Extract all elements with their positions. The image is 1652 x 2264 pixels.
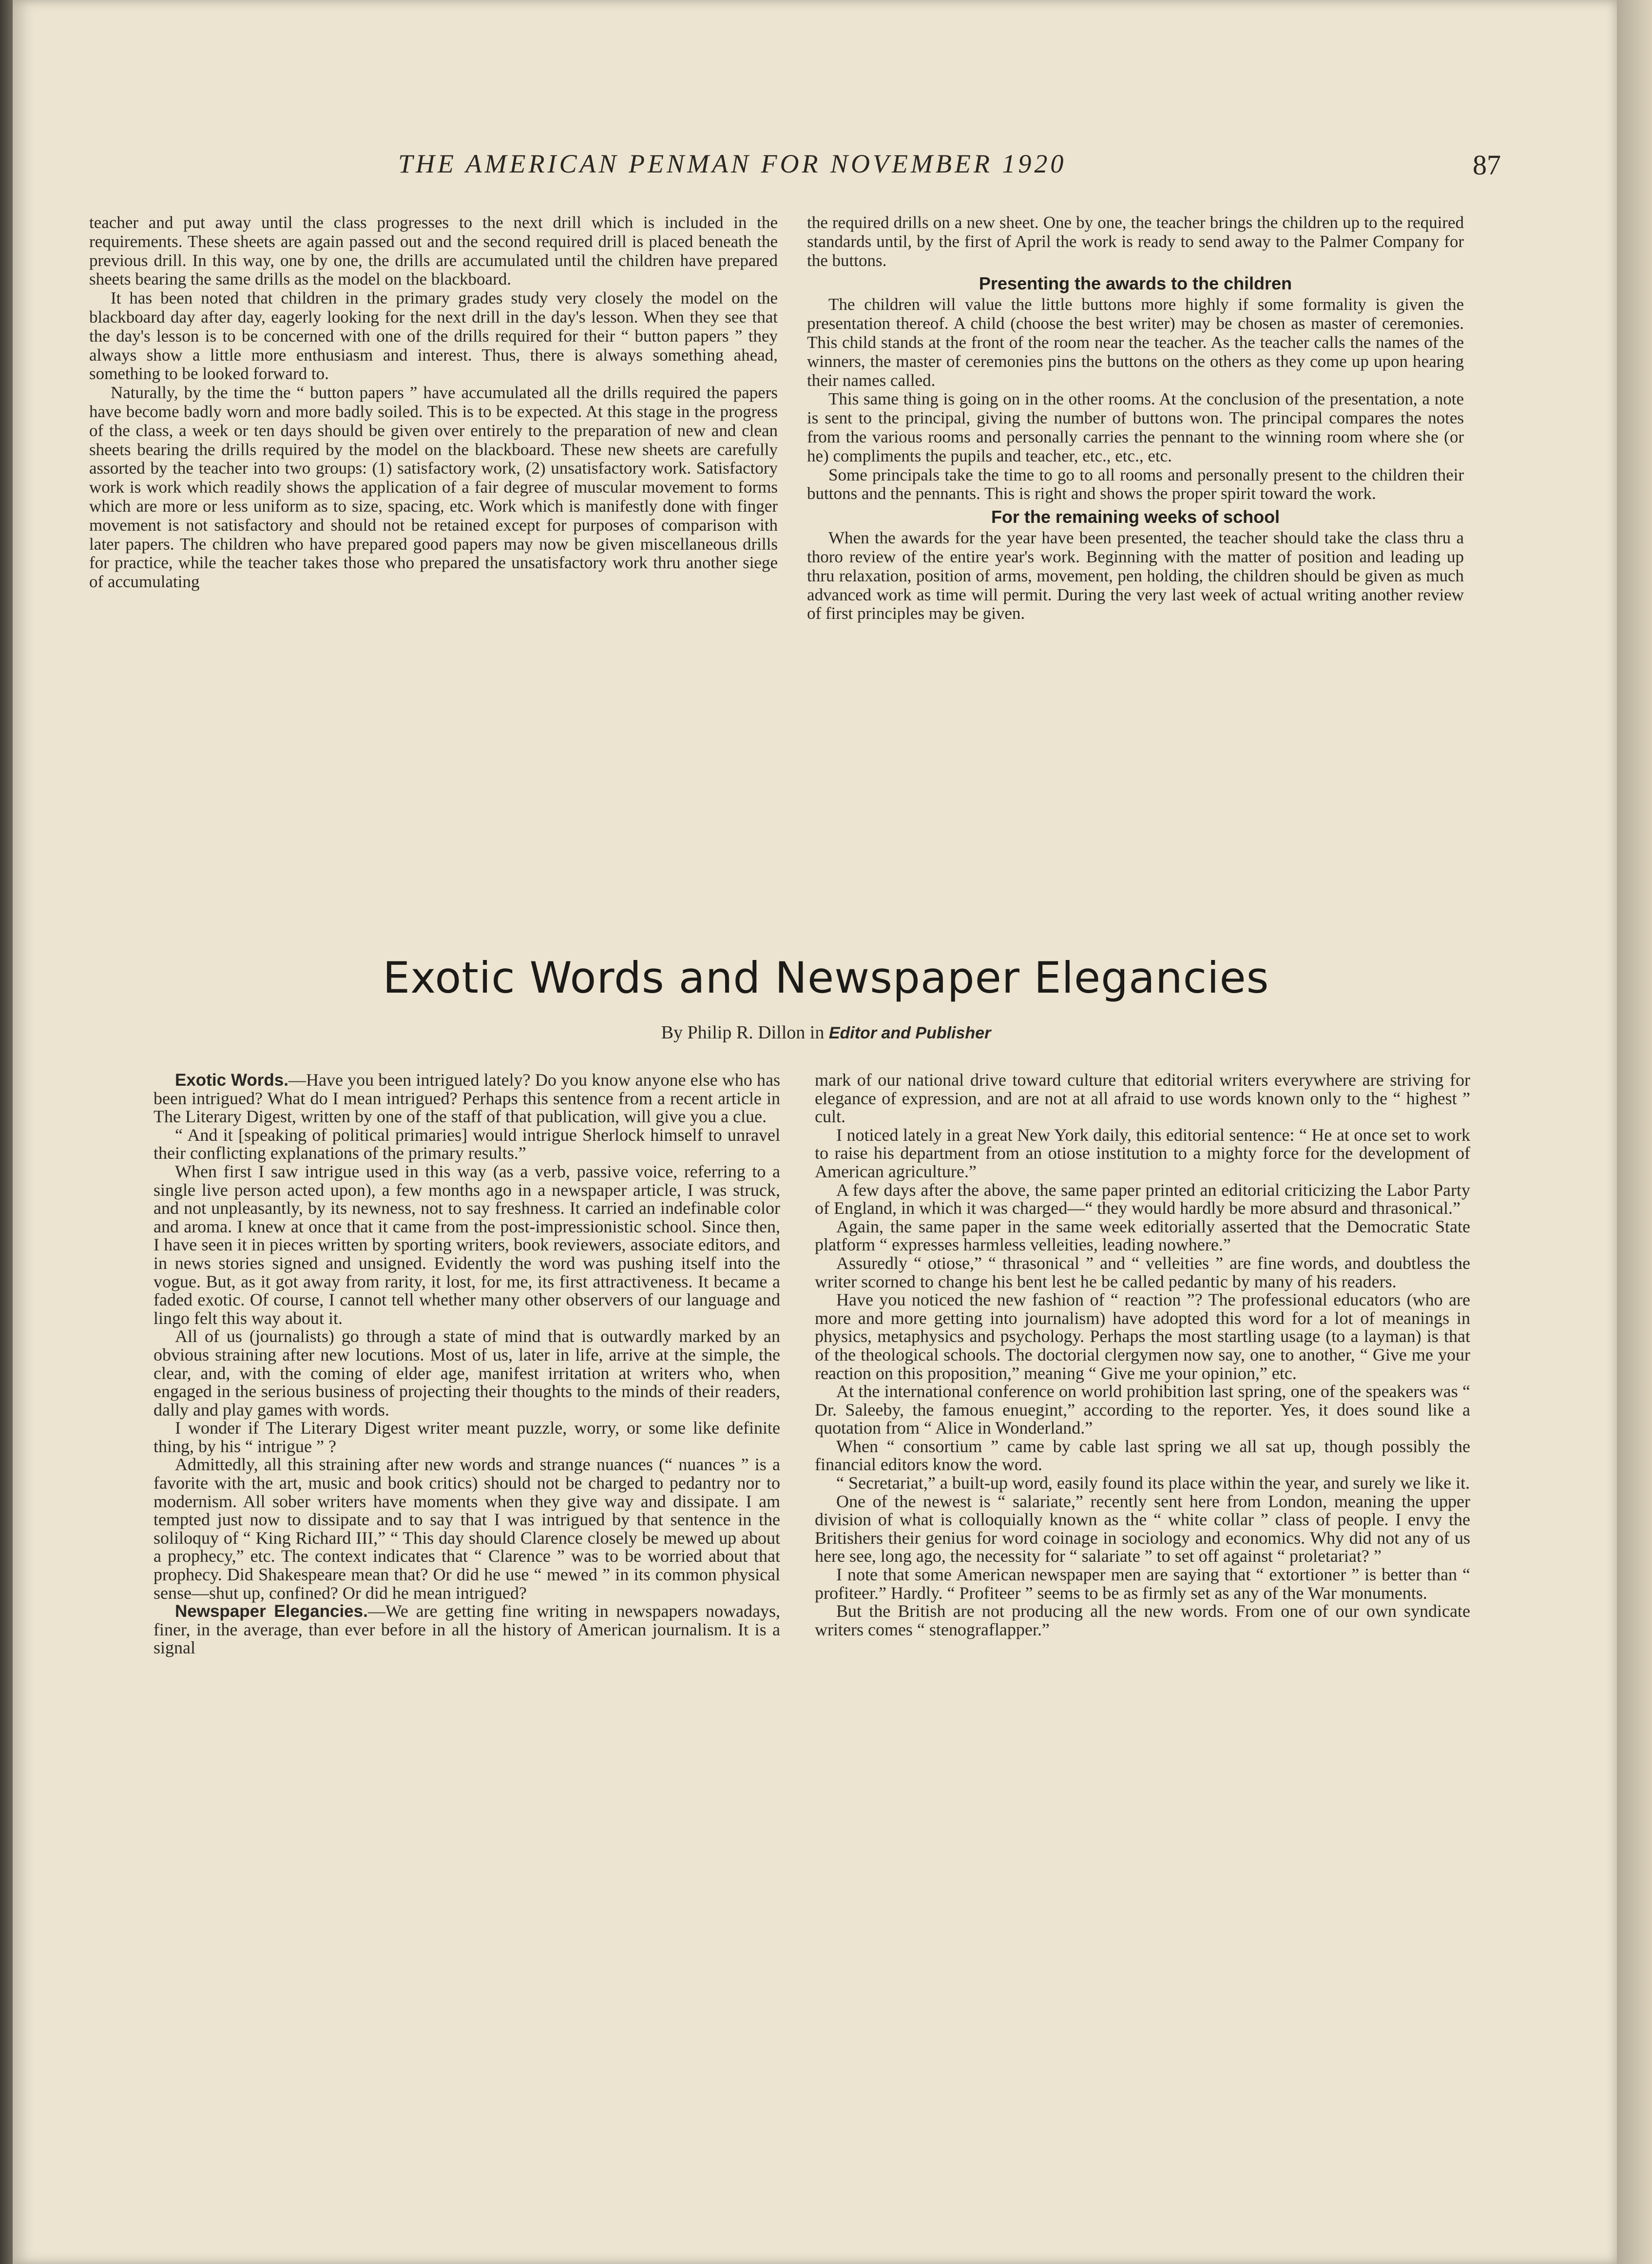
- paragraph: [154, 1602, 780, 1657]
- paragraph: When “ consortium ” came by cable last spring we all sat up, though possibly the financial editors know the word.: [815, 1436, 1470, 1475]
- run-in-heading: Newspaper Elegancies.: [175, 1602, 368, 1621]
- paragraph: Have you noticed the new fashion of “ reaction ”? The professional educators (who are more and more getting into journalism) have adopted this word for a lot of meanings in physics, metaphysics and psychology. Perhaps the most startling usage (to a layman) is that of the theological schools. The doctorial clergymen now say, one to another, “ Give me your reaction on this proposition,” meaning “ Give me your opinion,” etc.: [815, 1290, 1470, 1383]
- paragraph: This same thing is going on in the other rooms. At the conclusion of the presentation, a note is sent to the principal, giving the number of buttons won. The principal compares the notes from the various rooms and personally carries the pennant to the winning room where she (or he) compliments the pupils and teacher, etc., etc., etc.: [807, 389, 1464, 465]
- paragraph: A few days after the above, the same paper printed an editorial criticizing the Labor Party of England, in which it was charged—“ they would hardly be more absurd and thrasonical.”: [815, 1180, 1470, 1218]
- running-header: [68, 149, 1559, 188]
- running-title: THE AMERICAN PENMAN FOR NOVEMBER 1920: [398, 149, 1067, 178]
- article-left-column: [154, 1071, 780, 1657]
- paragraph: Some principals take the time to go to all rooms and personally present to the children their buttons and the pennants. This is right and shows the proper spirit toward the work.: [807, 465, 1464, 503]
- paragraph-text: —We are getting fine writing in newspapers nowadays, finer, in the average, than ever before in all the history of American journalism. It is a signal: [154, 1601, 780, 1658]
- byline-author: By Philip R. Dillon in: [661, 1022, 825, 1043]
- paragraph: When first I saw intrigue used in this way (as a verb, passive voice, referring to a single live person acted upon), a few months ago in a newspaper article, I was struck, and not unpleasantly, by its newness, not to say freshness. It carried an indefinable color and aroma. I knew at once that it came from the post-impressionistic school. Since then, I have seen it in pieces written by sporting writers, book reviewers, associate editors, and in news stories signed and unsigned. Evidently the word was pushing itself into the vogue. But, as it got away from rarity, it lost, for me, its first attractiveness. It became a faded exotic. Of course, I cannot tell whether many other observers of our language and lingo felt this way about it.: [154, 1161, 780, 1328]
- article-byline: [0, 1022, 1652, 1043]
- paragraph: One of the newest is “ salariate,” recently sent here from London, meaning the upper division of what is colloquially known as the “ white collar ” class of people. I envy the Britishers their genius for word coinage in sociology and economics. Why did not any of us here see, long ago, the necessity for “ salariate ” to set off against “ proletariat? ”: [815, 1491, 1470, 1566]
- paragraph: When the awards for the year have been presented, the teacher should take the class thru a thoro review of the entire year's work. Beginning with the matter of position and leading up thru relaxation, position of arms, movement, pen holding, the children should be given as much advanced work as time will permit. During the very last week of actual writing another review of first principles may be given.: [807, 528, 1464, 623]
- paragraph: Assuredly “ otiose,” “ thrasonical ” and “ velleities ” are fine words, and doubtless the writer scorned to change his bent lest he be called pedantic by many of his readers.: [815, 1253, 1470, 1291]
- paragraph: At the international conference on world prohibition last spring, one of the speakers was “ Dr. Saleeby, the famous enuegint,” according to the reporter. Yes, it does sound like a quotation from “ Alice in Wonderland.”: [815, 1381, 1470, 1438]
- paragraph: But the British are not producing all the new words. From one of our own syndicate writers comes “ stenograflapper.”: [815, 1601, 1470, 1639]
- paragraph: teacher and put away until the class progresses to the next drill which is included in the requirements. These sheets are again passed out and the second required drill is placed beneath the previous drill. In this way, one by one, the drills are accumulated until the children have prepared sheets bearing the same drills as the model on the blackboard.: [89, 213, 778, 289]
- paragraph: Again, the same paper in the same week editorially asserted that the Democratic State platform “ expresses harmless velleities, leading nowhere.”: [815, 1216, 1470, 1255]
- paragraph: mark of our national drive toward culture that editorial writers everywhere are striving for elegance of expression, and are not at all afraid to use words known only to the “ highest ” cult.: [815, 1070, 1470, 1127]
- page-number: 87: [1473, 149, 1501, 181]
- run-in-heading: Exotic Words.: [175, 1071, 288, 1090]
- top-left-column: [89, 213, 778, 592]
- paragraph: All of us (journalists) go through a state of mind that is outwardly marked by an obvious straining after new locutions. Most of us, later in life, arrive at the simple, the clear, and, with the coming of elder age, manifest irritation at writers who, when engaged in the serious business of projecting their thoughts to the minds of their readers, dally and play games with words.: [154, 1326, 780, 1420]
- page-edge: [1617, 0, 1652, 2264]
- paragraph: the required drills on a new sheet. One by one, the teacher brings the children up to the required standards until, by the first of April the work is ready to send away to the Palmer Company for the buttons.: [807, 213, 1464, 270]
- paragraph: It has been noted that children in the primary grades study very closely the model on the blackboard day after day, eagerly looking for the next drill in the day's lesson. When they see that the day's lesson is to be concerned with one of the drills required for their “ button papers ” they always show a little more enthusiasm and interest. Thus, there is always something ahead, something to be looked forward to.: [89, 288, 778, 384]
- paragraph: Naturally, by the time the “ button papers ” have accumulated all the drills required the papers have become badly worn and more badly soiled. This is to be expected. At this stage in the progress of the class, a week or ten days should be given over entirely to the preparation of new and clean sheets bearing the drills required by the model on the blackboard. These new sheets are carefully assorted by the teacher into two groups: (1) satisfactory work, (2) unsatisfactory work. Satisfactory work is work which readily shows the application of a fair degree of muscular movement to forms which are more or less uniform as to size, spacing, etc. Work which is manifestly done with finger movement is not satisfactory and should not be retained except for purposes of comparison with later papers. The children who have prepared good papers may now be given miscellaneous drills for practice, while the teacher takes those who prepared the unsatisfactory work thru another siege of accumulating: [89, 383, 778, 592]
- byline-publication: Editor and Publisher: [828, 1024, 991, 1042]
- article-right-column: [815, 1071, 1470, 1639]
- paragraph-text: —Have you been intrigued lately? Do you know anyone else who has been intrigued? What do I mean intrigued? Perhaps this sentence from a recent article in The Literary Digest, written by one of the staff of that publication, will give you a clue.: [154, 1070, 781, 1127]
- paragraph: “ Secretariat,” a built-up word, easily found its place within the year, and surely we like it.: [836, 1473, 1470, 1493]
- paragraph: “ And it [speaking of political primaries] would intrigue Sherlock himself to unravel their conflicting explanations of the primary results.”: [154, 1125, 780, 1163]
- section-heading-awards: Presenting the awards to the children: [979, 273, 1292, 294]
- top-right-column: [807, 213, 1464, 623]
- paragraph: Admittedly, all this straining after new words and strange nuances (“ nuances ” is a favorite with the art, music and book critics) should not be charged to pedantry nor to modernism. All sober writers have moments when they give way and dissipate. I am tempted just now to dissipate and to say that I was intrigued by that sentence in the soliloquy of “ King Richard III,” “ This day should Clarence closely be mewed up about a prophecy,” etc. The context indicates that “ Clarence ” was to be worried about that prophecy. Did Shakespeare mean that? Or did he use “ mewed ” in its common physical sense—shut up, confined? Or did he mean intrigued?: [154, 1455, 780, 1603]
- paragraph: I note that some American newspaper men are saying that “ extortioner ” is better than “ profiteer.” Hardly. “ Profiteer ” seems to be as firmly set as any of the War monuments.: [815, 1565, 1470, 1603]
- paragraph: I noticed lately in a great New York daily, this editorial sentence: “ He at once set to work to raise his department from an otiose institution to a mighty force for the development of American agriculture.”: [815, 1125, 1470, 1181]
- paragraph: [154, 1071, 780, 1126]
- article-title: Exotic Words and Newspaper Elegancies: [383, 953, 1269, 1003]
- section-heading-remaining-weeks: For the remaining weeks of school: [991, 507, 1280, 527]
- paragraph: The children will value the little buttons more highly if some formality is given the presentation thereof. A child (choose the best writer) may be chosen as master of ceremonies. This child stands at the front of the room near the teacher. As the teacher calls the names of the winners, the master of ceremonies pins the buttons on the others as they come up upon hearing their names called.: [807, 295, 1464, 390]
- paragraph: I wonder if The Literary Digest writer meant puzzle, worry, or some like definite thing, by his “ intrigue ” ?: [154, 1418, 780, 1456]
